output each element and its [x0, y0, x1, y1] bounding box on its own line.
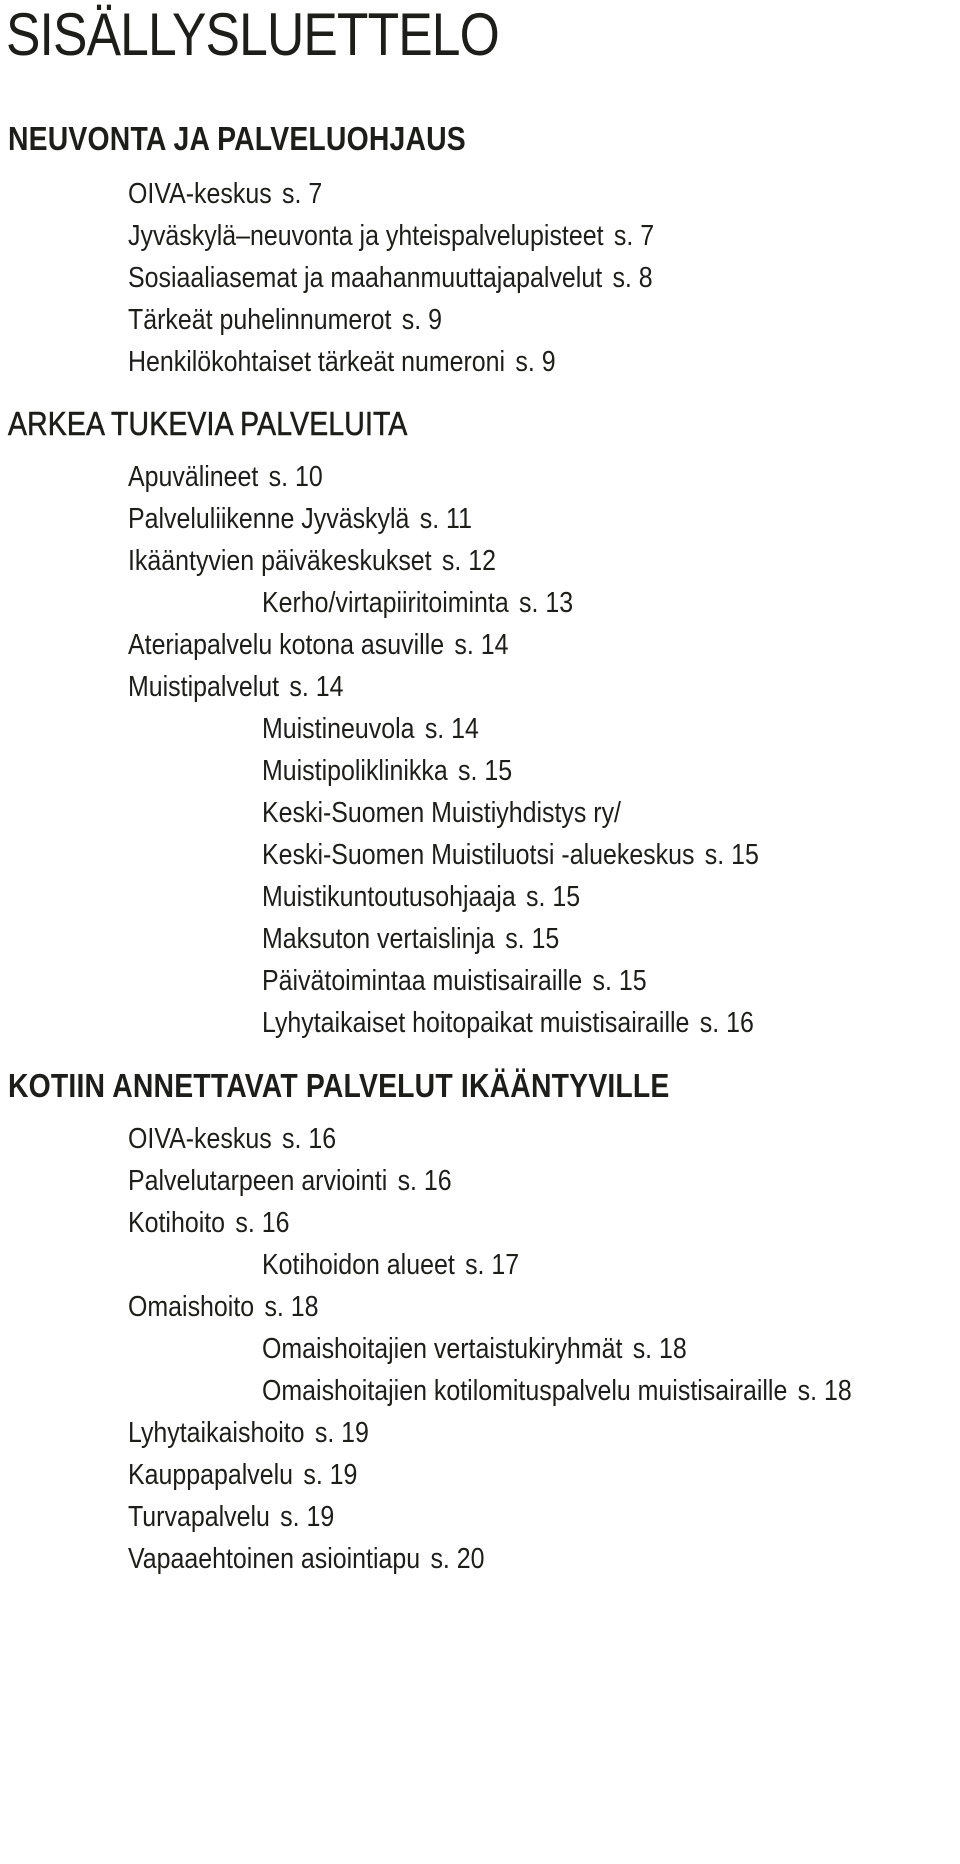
toc-page-ref: s. 9	[515, 346, 556, 378]
toc-item-text: Kerho/virtapiiritoiminta	[262, 587, 509, 619]
toc-item[interactable]	[128, 1164, 452, 1198]
toc-item-text: Henkilökohtaiset tärkeät numeroni	[128, 346, 506, 378]
toc-subitem[interactable]	[262, 1248, 519, 1282]
toc-item[interactable]	[128, 303, 442, 337]
toc-item[interactable]	[128, 1122, 336, 1156]
toc-item[interactable]	[128, 1458, 357, 1492]
section-heading-arkea: ARKEA TUKEVIA PALVELUITA	[8, 405, 408, 442]
toc-page-ref: s. 10	[268, 461, 323, 493]
toc-subitem[interactable]	[262, 838, 759, 872]
toc-item-text: Sosiaaliasemat ja maahanmuuttajapalvelut	[128, 262, 603, 294]
toc-item-text: Kauppapalvelu	[128, 1459, 294, 1491]
toc-page-ref: s. 16	[699, 1007, 754, 1039]
toc-item-text: OIVA-keskus	[128, 1123, 272, 1155]
toc-item-text: Muistipalvelut	[128, 671, 280, 703]
toc-page-ref: s. 19	[280, 1501, 335, 1533]
toc-page-ref: s. 14	[424, 713, 479, 745]
toc-item[interactable]	[128, 219, 654, 253]
toc-item-text: Omaishoitajien kotilomituspalvelu muistisairaille	[262, 1375, 788, 1407]
toc-subitem[interactable]	[262, 1374, 852, 1408]
toc-item[interactable]	[128, 1416, 369, 1450]
toc-item[interactable]	[128, 460, 323, 494]
toc-item[interactable]	[128, 177, 322, 211]
toc-item-text: Lyhytaikaishoito	[128, 1417, 305, 1449]
toc-page-ref: s. 18	[797, 1375, 852, 1407]
toc-item-text: Palvelutarpeen arviointi	[128, 1165, 388, 1197]
toc-page-ref: s. 19	[303, 1459, 358, 1491]
toc-subitem[interactable]	[262, 754, 512, 788]
toc-subitem[interactable]	[262, 922, 559, 956]
toc-page-ref: s. 18	[632, 1333, 687, 1365]
toc-item-text: Muistipoliklinikka	[262, 755, 448, 787]
toc-page-ref: s. 13	[519, 587, 574, 619]
toc-subitem[interactable]	[262, 964, 647, 998]
toc-subitem[interactable]	[262, 712, 479, 746]
toc-page-ref: s. 7	[613, 220, 655, 252]
toc-page-ref: s. 15	[526, 881, 581, 913]
toc-item-text: Maksuton vertaislinja	[262, 923, 495, 955]
toc-subitem[interactable]	[262, 1332, 687, 1366]
toc-item-text: Keski-Suomen Muistiyhdistys ry/	[262, 797, 621, 829]
toc-item-text: Jyväskylä–neuvonta ja yhteispalvelupisteet	[128, 220, 604, 252]
toc-item-text: Muistineuvola	[262, 713, 415, 745]
toc-item-text: OIVA-keskus	[128, 178, 272, 210]
toc-item-text: Turvapalvelu	[128, 1501, 270, 1533]
toc-item-text: Ikääntyvien päiväkeskukset	[128, 545, 432, 577]
toc-item-text: Muistikuntoutusohjaaja	[262, 881, 516, 913]
toc-subitem[interactable]	[262, 796, 621, 830]
toc-page-ref: s. 20	[430, 1543, 485, 1575]
toc-item-text: Päivätoimintaa muistisairaille	[262, 965, 583, 997]
toc-item-text: Tärkeät puhelinnumerot	[128, 304, 392, 336]
page-title: SISÄLLYSLUETTELO	[6, 1, 499, 68]
toc-item-text: Vapaaehtoinen asiointiapu	[128, 1543, 421, 1575]
toc-item-text: Omaishoito	[128, 1291, 255, 1323]
toc-page-ref: s. 16	[281, 1123, 337, 1155]
toc-page-ref: s. 16	[235, 1207, 290, 1239]
toc-item[interactable]	[128, 1542, 485, 1576]
toc-page-ref: s. 9	[401, 304, 442, 336]
toc-item-text: Omaishoitajien vertaistukiryhmät	[262, 1333, 623, 1365]
toc-item-text: Palveluliikenne Jyväskylä	[128, 503, 410, 535]
toc-page-ref: s. 15	[704, 839, 759, 871]
toc-item[interactable]	[128, 1290, 319, 1324]
toc-item-text: Ateriapalvelu kotona asuville	[128, 629, 445, 661]
toc-item[interactable]	[128, 670, 343, 704]
toc-page-ref: s. 15	[505, 923, 560, 955]
section-heading-kotiin: KOTIIN ANNETTAVAT PALVELUT IKÄÄNTYVILLE	[8, 1067, 670, 1104]
toc-item-text: Lyhytaikaiset hoitopaikat muistisairaille	[262, 1007, 690, 1039]
toc-item[interactable]	[128, 544, 496, 578]
toc-page-ref: s. 7	[281, 178, 323, 210]
toc-item-text: Kotihoito	[128, 1207, 226, 1239]
toc-item[interactable]	[128, 261, 653, 295]
section-heading-neuvonta: NEUVONTA JA PALVELUOHJAUS	[8, 120, 466, 157]
toc-item-text: Kotihoidon alueet	[262, 1249, 455, 1281]
toc-page-ref: s. 14	[289, 671, 344, 703]
toc-page-ref: s. 12	[441, 545, 496, 577]
toc-page-ref: s. 19	[314, 1417, 369, 1449]
toc-page-ref: s. 8	[612, 262, 653, 294]
toc-page-ref: s. 11	[419, 503, 472, 535]
toc-item[interactable]	[128, 345, 556, 379]
toc-subitem[interactable]	[262, 880, 580, 914]
toc-item[interactable]	[128, 628, 508, 662]
toc-page-ref: s. 14	[454, 629, 509, 661]
toc-page-ref: s. 15	[592, 965, 647, 997]
toc-item-text: Apuvälineet	[128, 461, 259, 493]
toc-page-ref: s. 15	[458, 755, 513, 787]
toc-subitem[interactable]	[262, 586, 573, 620]
toc-item[interactable]	[128, 1500, 334, 1534]
toc-subitem[interactable]	[262, 1006, 754, 1040]
toc-page-ref: s. 18	[264, 1291, 319, 1323]
toc-item[interactable]	[128, 1206, 289, 1240]
toc-item-text: Keski-Suomen Muistiluotsi -aluekeskus	[262, 839, 695, 871]
toc-page-ref: s. 16	[397, 1165, 452, 1197]
toc-page-ref: s. 17	[465, 1249, 520, 1281]
toc-item[interactable]	[128, 502, 472, 536]
